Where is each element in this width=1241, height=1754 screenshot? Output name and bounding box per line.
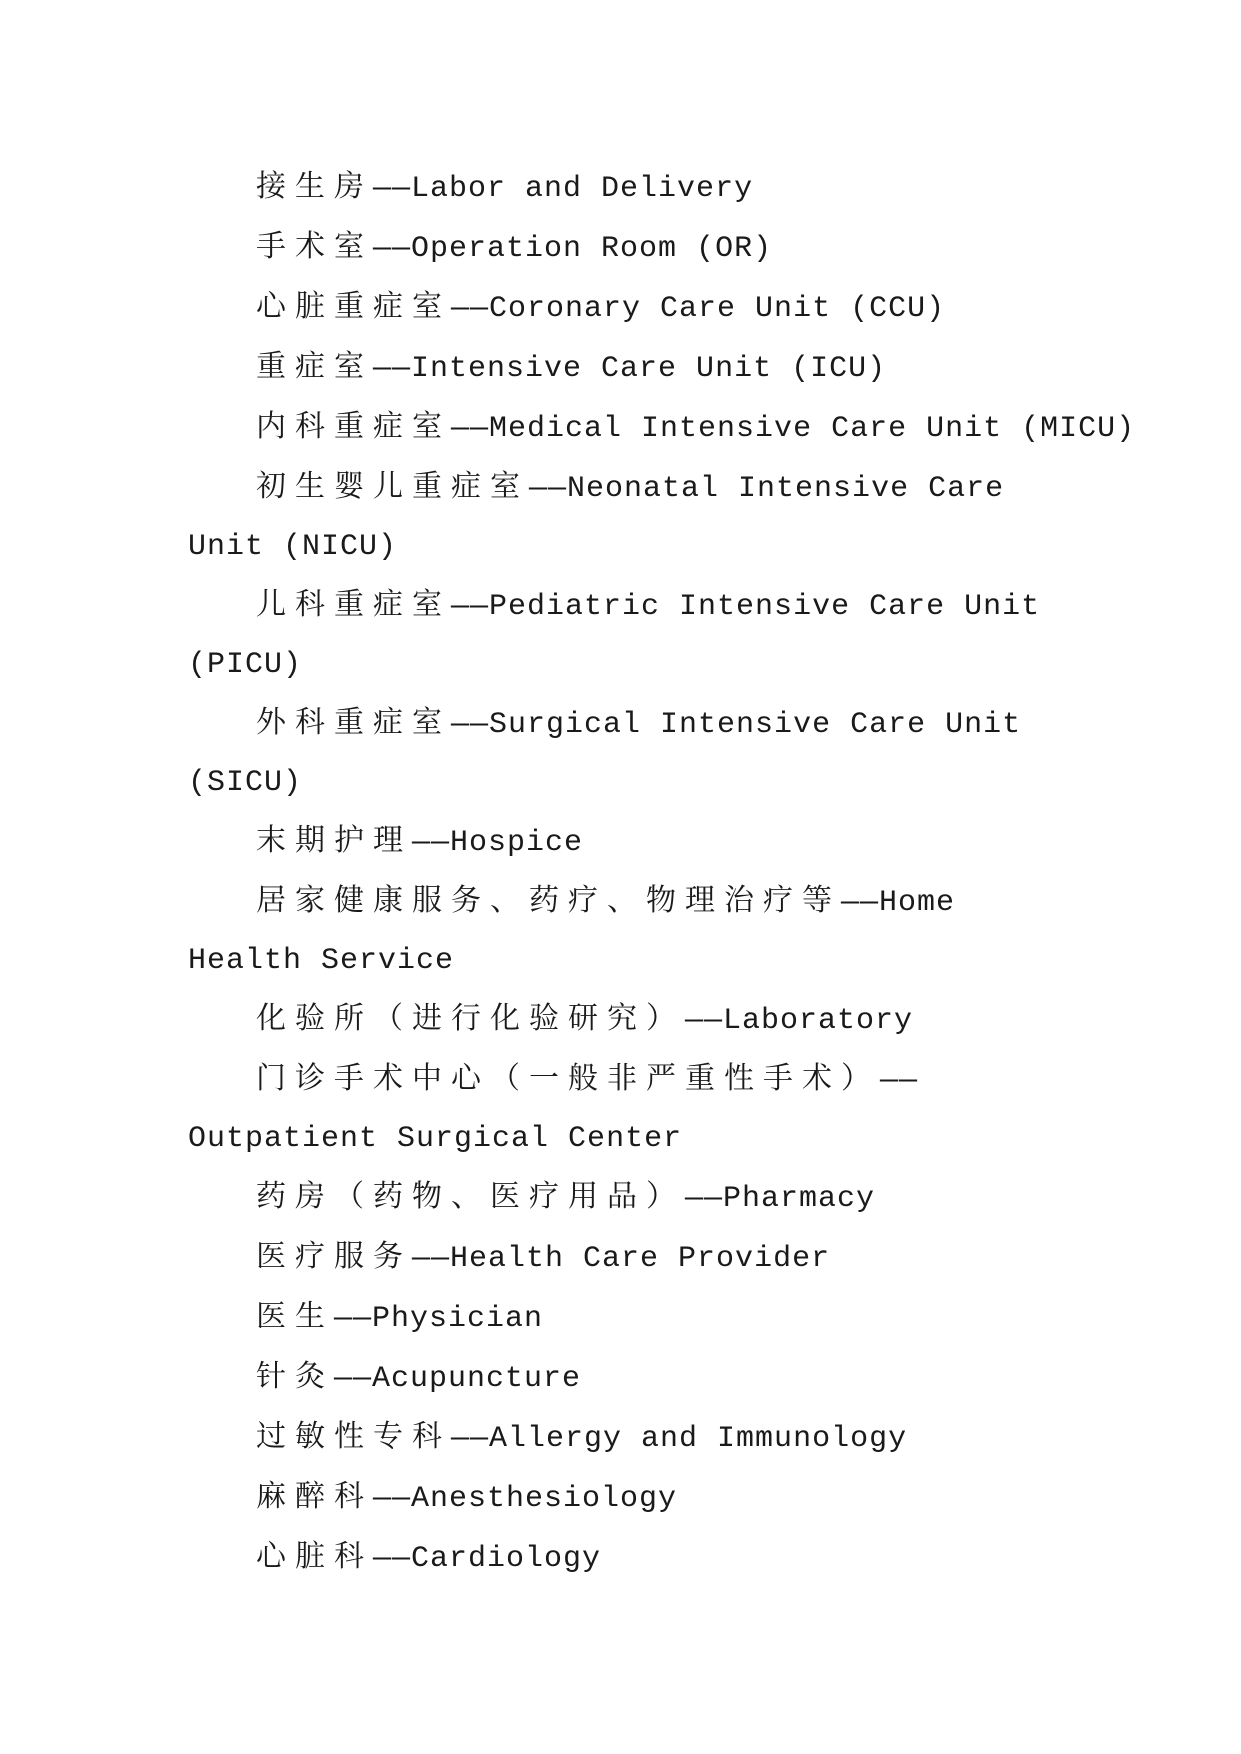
entry-en: Allergy and Immunology (489, 1422, 908, 1456)
entry-zh: 药房（药物、医疗用品） (256, 1179, 685, 1214)
entry-zh: 医生 (256, 1299, 334, 1334)
entry-labor-delivery (188, 158, 1058, 218)
entry-zh: 内科重症室 (256, 409, 451, 444)
entry-zh: 初生婴儿重症室 (256, 469, 529, 504)
entry-zh: 医疗服务 (256, 1239, 412, 1274)
entry-en: Neonatal Intensive Care Unit (NICU) (188, 472, 1005, 564)
entry-home-health (188, 872, 1058, 990)
entry-separator: —— (451, 412, 490, 446)
entry-separator: —— (373, 232, 412, 266)
entry-separator: —— (412, 1242, 451, 1276)
entry-sicu (188, 694, 1058, 812)
entry-zh: 针灸 (256, 1359, 334, 1394)
entry-operation-room (188, 218, 1058, 278)
entry-en: Operation Room (OR) (411, 232, 773, 266)
entry-en: Acupuncture (372, 1362, 582, 1396)
entry-en: Medical Intensive Care Unit (MICU) (489, 412, 1136, 446)
entry-separator: —— (373, 1482, 412, 1516)
entry-separator: —— (334, 1302, 373, 1336)
entry-separator: —— (334, 1362, 373, 1396)
entry-separator: —— (685, 1182, 724, 1216)
entry-zh: 麻醉科 (256, 1479, 373, 1514)
entry-zh: 接生房 (256, 169, 373, 204)
entry-zh: 重症室 (256, 349, 373, 384)
entry-separator: —— (529, 472, 568, 506)
entry-separator: —— (412, 826, 451, 860)
entry-separator: —— (451, 590, 490, 624)
entry-en: Anesthesiology (411, 1482, 678, 1516)
entry-pharmacy (188, 1168, 1058, 1228)
entry-en: Coronary Care Unit (CCU) (489, 292, 946, 326)
document-body (188, 158, 1136, 1588)
entry-ccu (188, 278, 1058, 338)
entry-separator: —— (841, 886, 880, 920)
entry-separator: —— (880, 1064, 919, 1098)
entry-zh: 居家健康服务、药疗、物理治疗等 (256, 883, 841, 918)
entry-separator: —— (451, 1422, 490, 1456)
entry-icu (188, 338, 1058, 398)
entry-en: Hospice (450, 826, 584, 860)
entry-separator: —— (451, 708, 490, 742)
entry-en: Pharmacy (723, 1182, 876, 1216)
entry-micu (188, 398, 1136, 458)
entry-en: Outpatient Surgical Center (188, 1122, 683, 1156)
entry-en: Health Care Provider (450, 1242, 831, 1276)
entry-hospice (188, 812, 1058, 872)
entry-cardiology (188, 1528, 1058, 1588)
entry-anesthesiology (188, 1468, 1058, 1528)
entry-outpatient-surgical (188, 1050, 1058, 1168)
entry-allergy-immunology (188, 1408, 1058, 1468)
entry-zh: 门诊手术中心（一般非严重性手术） (256, 1061, 880, 1096)
entry-en: Intensive Care Unit (ICU) (411, 352, 887, 386)
entry-separator: —— (451, 292, 490, 326)
entry-en: Pediatric Intensive Care Unit (PICU) (188, 590, 1041, 682)
entry-en: Laboratory (723, 1004, 914, 1038)
entry-zh: 儿科重症室 (256, 587, 451, 622)
entry-en: Surgical Intensive Care Unit (SICU) (188, 708, 1022, 800)
entry-separator: —— (373, 1542, 412, 1576)
entry-zh: 心脏科 (256, 1539, 373, 1574)
entry-picu (188, 576, 1058, 694)
entry-zh: 化验所（进行化验研究） (256, 1001, 685, 1036)
entry-en: Physician (372, 1302, 544, 1336)
entry-zh: 心脏重症室 (256, 289, 451, 324)
entry-separator: —— (373, 172, 412, 206)
entry-health-care-provider (188, 1228, 1058, 1288)
entry-zh: 末期护理 (256, 823, 412, 858)
entry-zh: 外科重症室 (256, 705, 451, 740)
entry-laboratory (188, 990, 1058, 1050)
entry-physician (188, 1288, 1058, 1348)
entry-acupuncture (188, 1348, 1058, 1408)
entry-separator: —— (373, 352, 412, 386)
entry-en: Labor and Delivery (411, 172, 754, 206)
entry-separator: —— (685, 1004, 724, 1038)
entry-nicu (188, 458, 1058, 576)
entry-zh: 手术室 (256, 229, 373, 264)
entry-en: Home Health Service (188, 886, 956, 978)
entry-en: Cardiology (411, 1542, 602, 1576)
entry-zh: 过敏性专科 (256, 1419, 451, 1454)
